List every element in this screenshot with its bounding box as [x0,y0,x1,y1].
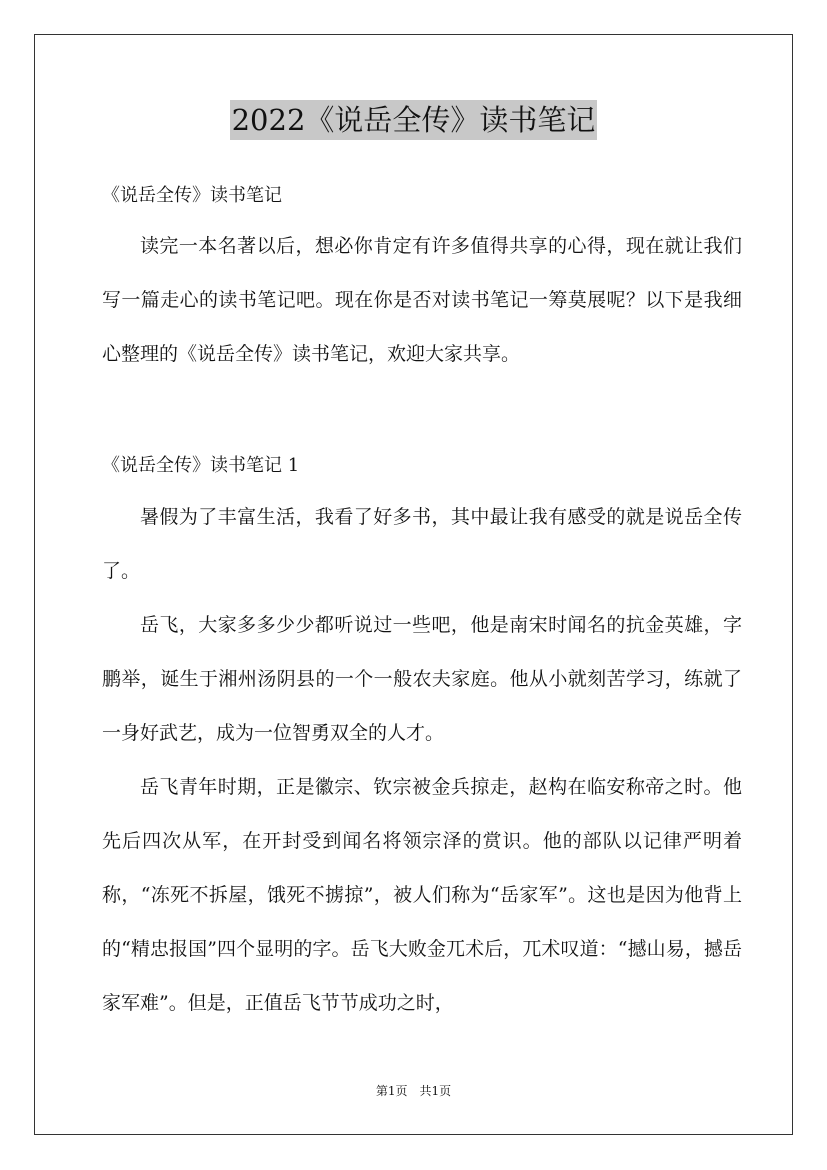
page-footer: 第1页 共1页 [375,1084,452,1098]
body-paragraph-1: 暑假为了丰富生活，我看了好多书，其中最让我有感受的就是说岳全传了。 [102,506,742,582]
intro-heading: 《说岳全传》读书笔记 [102,185,282,206]
document-title: 2022《说岳全传》读书笔记 [230,100,598,140]
body-paragraph-2: 岳飞，大家多多少少都听说过一些吧，他是南宋时闻名的抗金英雄，字鹏举，诞生于湘州汤阴县的一个一般农夫家庭。他从小就刻苦学习，练就了一身好武艺，成为一位智勇双全的人才。 [102,614,742,744]
body-paragraph-3: 岳飞青年时期，正是徽宗、钦宗被金兵掠走，赵构在临安称帝之时。他先后四次从军，在开封受到闻名将领宗泽的赏识。他的部队以记律严明着称，“冻死不拆屋，饿死不掳掠”，被人们称为“岳家军”。这也是因为他背上的“精忠报国”四个显明的字。岳飞大败金兀术后，兀术叹道：“撼山易，撼岳家军难”。但是，正值岳飞节节成功之时， [102,776,742,1014]
intro-paragraph: 读完一本名著以后，想必你肯定有许多值得共享的心得，现在就让我们写一篇走心的读书笔记吧。现在你是否对读书笔记一筹莫展呢？以下是我细心整理的《说岳全传》读书笔记，欢迎大家共享。 [102,235,742,365]
title-container [0,100,827,140]
section-heading: 《说岳全传》读书笔记 1 [102,455,300,476]
